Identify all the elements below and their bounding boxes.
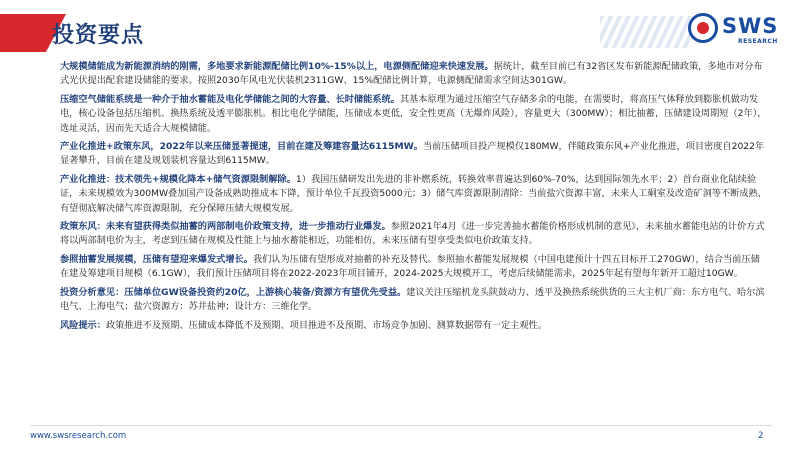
key-point-body: 政策推进不及预期、压储成本降低不及预期、项目推进不及预期、市场竞争加剧、测算数据带有一定主观性。 xyxy=(105,319,547,331)
key-point-paragraph xyxy=(60,253,768,282)
key-point-body: 参照2021年4月《进一步完善抽水蓄能价格形成机制的意见》，未来抽水蓄能电站的计价方式将以两部制电价为主，考虑到压储在规模及性能上与抽水蓄能相近，功能相仿，未来压储有望享受类似电价政策支持。 xyxy=(60,221,765,247)
key-point-paragraph xyxy=(60,286,768,315)
page-header xyxy=(0,0,802,60)
key-point-body: 我们认为压储有望形成对抽蓄的补充及替代。参照抽水蓄能发展规模（中国电建预计十四五目标开工270GW），结合当前压储在建及筹建项目规模（6.1GW），我们预计压储项目将在2022-2023年项目铺开，2024-2025大规模开工，考虑后续储能需求，2025年起有望每年新开工超过10GW。 xyxy=(60,253,760,280)
key-point-lead: 投资分析意见：压储单位GW设备投资约20亿，上游核心装备/资源方有望优先受益。 xyxy=(60,286,407,298)
key-point-lead: 参照抽蓄发展规模，压储有望迎来爆发式增长。 xyxy=(60,253,253,265)
key-point-body: 其基本原理为通过压缩空气存储多余的电能，在需要时，将高压气体释放到膨胀机做功发电，核心设备包括压缩机、换热系统及透平膨胀机。相比电化学储能，压储成本更低，安全性更高（无爆炸风险），容量更大（300MW）；相比抽蓄，压储建设周期短（2年），选址灵活，因而先天适合大规模储能。 xyxy=(60,93,767,134)
key-point-lead: 压缩空气储能系统是一种介于抽水蓄能及电化学储能之间的大容量、长时储能系统。 xyxy=(60,93,400,105)
footer-url: www.swsresearch.com xyxy=(30,431,127,441)
key-point-paragraph xyxy=(60,60,768,89)
key-point-body: 据统计，截至目前已有32省区发布新能源配储政策，多地市对分布式光伏提出配套建设储能的要求。按照2030年风电光伏装机2311GW、15%配储比例计算，电源侧配储需求空间达301GW。 xyxy=(60,61,763,87)
header-accent-bar xyxy=(0,14,46,52)
key-point-body: 建议关注压缩机龙头陕鼓动力、透平及换热系统供货的三大主机厂商：东方电气、哈尔滨电气、上海电气；盐穴资源方：苏井盐神；设计方：三维化学。 xyxy=(60,286,765,313)
logo-text: SWS xyxy=(722,14,779,38)
key-point-paragraph xyxy=(60,93,768,136)
key-point-paragraph xyxy=(60,319,768,333)
sws-logo-icon xyxy=(688,13,718,43)
key-point-lead: 政策东风：未来有望获得类似抽蓄的两部制电价政策支持，进一步推动行业爆发。 xyxy=(60,221,391,233)
logo-subtitle: RESEARCH xyxy=(738,38,778,45)
page-number: 2 xyxy=(758,431,764,441)
key-point-paragraph xyxy=(60,173,768,216)
key-point-lead: 产业化推进：技术领先+规模化降本+储气资源限制解除。 xyxy=(60,173,296,185)
header-decoration xyxy=(600,16,690,48)
key-point-lead: 产业化推进+政策东风，2022年以来压储显著提速，目前在建及筹建容量达6115MW。 xyxy=(60,141,423,153)
page-title: 投资要点 xyxy=(52,23,145,48)
key-point-body: 1）我国压储研发出先进的非补燃系统，转换效率普遍达到60%-70%，达到国际领先水平；2）首台商业化陆续验证，未来规模效为300MW叠加国产设备成熟助推成本下降，预计单位千瓦投资5000元；3）储气库资源限制清除：当前盐穴资源丰富，未来人工硐室及改造矿洞等不断成熟，有望彻底解决储气库资源限制，充分保障压储大规模发展。 xyxy=(60,173,767,214)
key-point-body: 当前压储项目投产规模仅180MW，伴随政策东风+产业化推进，项目密度自2022年显著攀升，目前在建及规划装机容量达到6115MW。 xyxy=(60,141,765,167)
key-point-paragraph xyxy=(60,140,768,169)
key-point-lead: 风险提示： xyxy=(60,319,106,331)
key-point-lead: 大规模储能成为新能源消纳的刚需，多地要求新能源配储比例10%-15%以上，电源侧配储迎来快速发展。 xyxy=(60,61,494,72)
key-point-paragraph xyxy=(60,220,768,249)
footer-divider xyxy=(30,425,772,426)
key-points-body xyxy=(60,60,768,337)
